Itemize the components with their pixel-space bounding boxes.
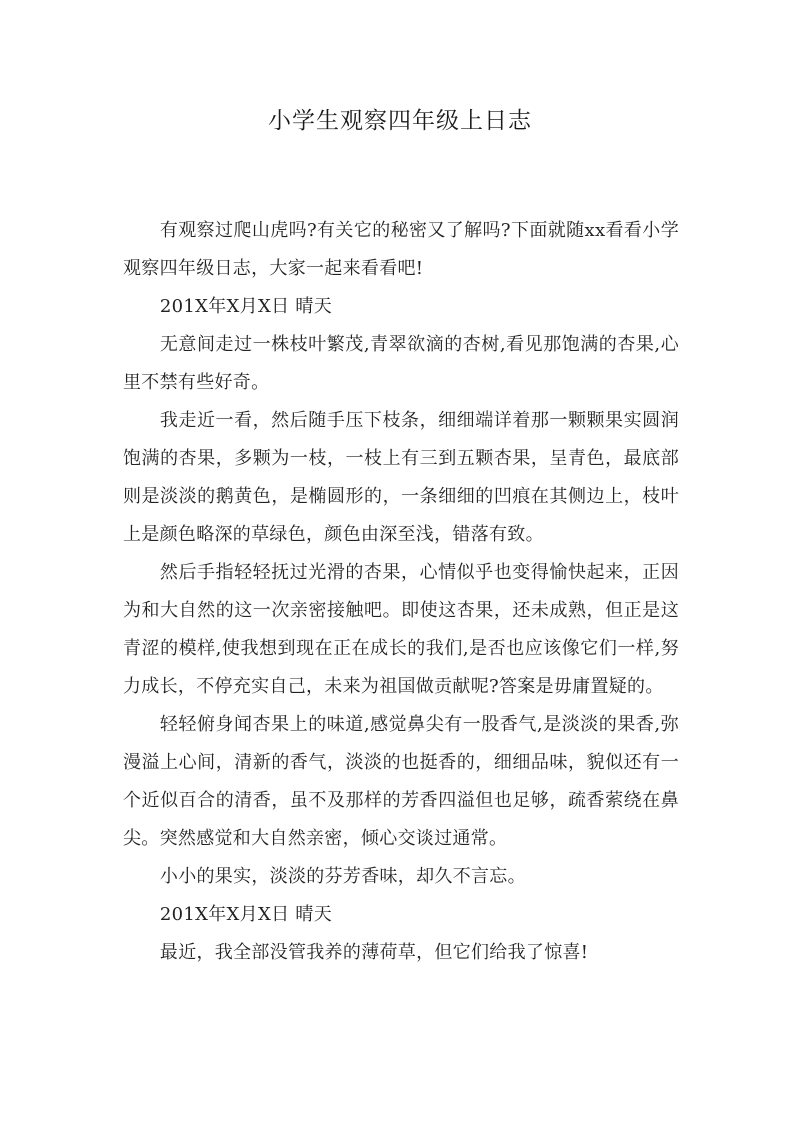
document-body <box>123 212 679 972</box>
document-title: 小学生观察四年级上日志 <box>268 108 532 134</box>
body-paragraph: 然后手指轻轻抚过光滑的杏果，心情似乎也变得愉快起来，正因为和大自然的这一次亲密接触吧。即使这杏果，还未成熟，但正是这青涩的模样,使我想到现在正在成长的我们,是否也应该像它们一样,努力成长，不停充实自己，未来为祖国做贡献呢?答案是毋庸置疑的。 <box>123 562 679 697</box>
body-paragraph: 轻轻俯身闻杏果上的味道,感觉鼻尖有一股香气,是淡淡的果香,弥漫溢上心间，清新的香气，淡淡的也挺香的，细细品味，貌似还有一个近似百合的清香，虽不及那样的芳香四溢但也足够，疏香萦绕在鼻尖。突然感觉和大自然亲密，倾心交谈过通常。 <box>123 714 679 849</box>
date-line: 201X年X月X日 晴天 <box>159 296 333 317</box>
body-paragraph: 小小的果实，淡淡的芬芳香味，却久不言忘。 <box>159 866 526 887</box>
date-line: 201X年X月X日 晴天 <box>159 904 333 925</box>
body-paragraph: 我走近一看，然后随手压下枝条，细细端详着那一颗颗果实圆润饱满的杏果，多颗为一枝，一枝上有三到五颗杏果，呈青色，最底部则是淡淡的鹅黄色，是椭圆形的，一条细细的凹痕在其侧边上，枝叶上是颜色略深的草绿色，颜色由深至浅，错落有致。 <box>123 410 679 545</box>
body-paragraph: 无意间走过一株枝叶繁茂,青翠欲滴的杏树,看见那饱满的杏果,心里不禁有些好奇。 <box>123 334 679 393</box>
body-paragraph: 最近，我全部没管我养的薄荷草，但它们给我了惊喜! <box>159 942 589 963</box>
intro-paragraph: 有观察过爬山虎吗?有关它的秘密又了解吗?下面就随xx看看小学观察四年级日志，大家一起来看看吧! <box>123 220 679 279</box>
